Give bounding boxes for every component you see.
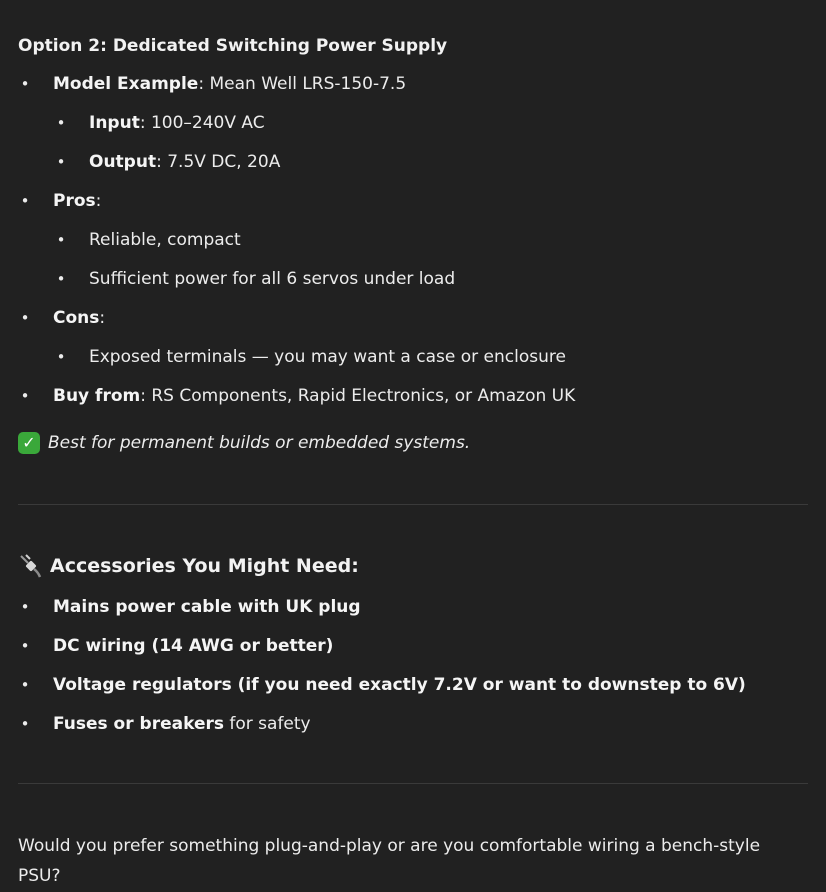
accessory-bold: Fuses or breakers (53, 714, 224, 734)
plug-icon (18, 553, 44, 579)
bullet-icon: • (20, 598, 30, 616)
bullet-icon: • (20, 387, 30, 405)
list-item-pros (20, 190, 102, 212)
accessories-title: Accessories You Might Need: (50, 555, 359, 577)
bullet-icon: • (56, 231, 66, 249)
list-item-pro-2 (56, 268, 456, 290)
accessories-heading (18, 553, 359, 579)
pros-colon: : (95, 191, 102, 211)
bullet-icon: • (56, 153, 66, 171)
con-text: Exposed terminals — you may want a case or enclosure (89, 347, 566, 367)
list-item-cons (20, 307, 106, 329)
model-value: : Mean Well LRS-150-7.5 (198, 74, 407, 94)
output-value: : 7.5V DC, 20A (156, 152, 281, 172)
list-item-con-1 (56, 346, 566, 368)
cons-label: Cons (53, 308, 100, 328)
pros-label: Pros (53, 191, 96, 211)
divider (18, 504, 808, 505)
model-label: Model Example (53, 74, 199, 94)
accessory-rest: for safety (223, 714, 311, 734)
list-item-output (56, 151, 281, 173)
bullet-icon: • (20, 192, 30, 210)
buy-label: Buy from (53, 386, 141, 406)
list-item-pro-1 (56, 229, 241, 251)
option2-heading: Option 2: Dedicated Switching Power Supply (18, 36, 448, 56)
accessory-bold: Voltage regulators (if you need exactly 7.2V or want to downstep to 6V) (53, 675, 746, 695)
list-item-model (20, 73, 407, 95)
list-item-accessory (20, 596, 361, 618)
accessory-bold: DC wiring (14 AWG or better) (53, 636, 334, 656)
bullet-icon: • (20, 637, 30, 655)
bullet-icon: • (56, 114, 66, 132)
list-item-accessory (20, 713, 311, 735)
best-for-note (18, 432, 470, 454)
bullet-icon: • (20, 309, 30, 327)
cons-colon: : (99, 308, 106, 328)
note-text: Best for permanent builds or embedded systems. (48, 433, 471, 453)
input-label: Input (89, 113, 140, 133)
output-label: Output (89, 152, 157, 172)
list-item-accessory (20, 635, 334, 657)
accessory-bold: Mains power cable with UK plug (53, 597, 361, 617)
closing-question: Would you prefer something plug-and-play or are you comfortable wiring a bench-style PSU? (18, 836, 761, 886)
bullet-icon: • (20, 715, 30, 733)
list-item-accessory (20, 674, 746, 696)
input-value: : 100–240V AC (139, 113, 265, 133)
check-mark-icon: ✓ (18, 432, 40, 454)
list-item-buy (20, 385, 576, 407)
buy-value: : RS Components, Rapid Electronics, or Amazon UK (140, 386, 576, 406)
bullet-icon: • (20, 676, 30, 694)
bullet-icon: • (56, 348, 66, 366)
pro-text: Reliable, compact (89, 230, 241, 250)
pro-text: Sufficient power for all 6 servos under load (89, 269, 456, 289)
bullet-icon: • (20, 75, 30, 93)
list-item-input (56, 112, 265, 134)
bullet-icon: • (56, 270, 66, 288)
divider (18, 783, 808, 784)
